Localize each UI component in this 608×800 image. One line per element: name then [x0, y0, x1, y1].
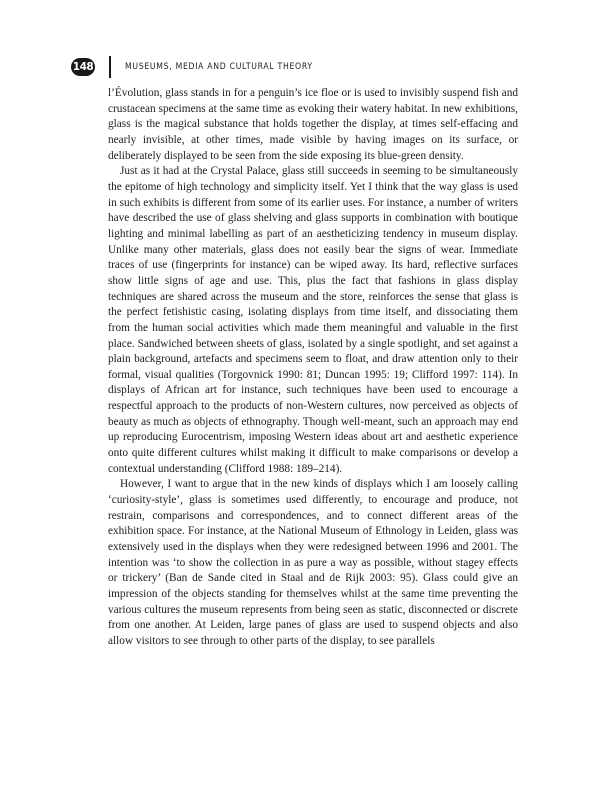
- paragraph-curiosity-style: However, I want to argue that in the new kinds of displays which I am loosely calling ‘curiosity-style’, glass is sometimes used differently, to encourage and produce, not restrain, comparisons and correspondences, and to connect different areas of the exhibition space. For instance, at the National Museum of Ethnology in Leiden, glass was extensively used in the displays when they were redesigned between 1996 and 2001. The intention was ‘to show the collection in as pure a way as possible, without stagey effects or trickery’ (Ban de Sande cited in Staal and de Rijk 2003: 95). Glass could give an impression of the objects standing for themselves whilst at the same time preventing the various cultures the museum represents from being seen as static, disconnected or discrete from one another. At Leiden, large panes of glass are used to suspend objects and also allow visitors to see through to other parts of the display, to see parallels: [108, 478, 518, 647]
- body-text: [108, 86, 518, 650]
- page-number-badge: 148: [71, 58, 95, 76]
- header-divider: [109, 56, 111, 78]
- paragraph-glass-technology: Just as it had at the Crystal Palace, glass still succeeds in seeming to be simultaneously the epitome of high technology and simplicity itself. Yet I think that the way glass is used in such exhibits is different from some of its earlier uses. For instance, a number of writers have described the use of glass shelving and glass supports in combination with boutique lighting and minimal labelling as part of an aestheticizing tendency in museum display. Unlike many other materials, glass does not easily bear the signs of wear. Immediate traces of use (fingerprints for instance) can be wiped away. Its hard, reflective surfaces show little signs of age and use. This, plus the fact that fashions in glass display techniques are shared across the museum and the store, reinforces the sense that glass is the perfect fetishistic casing, isolating displays from time itself, and dissociating them from the human social activities which made them meaningful and valuable in the first place. Sandwiched between sheets of glass, isolated by a single spotlight, and set against a plain background, artefacts and specimens seem to float, and draw attention only to their formal, visual qualities (Torgovnick 1990: 81; Duncan 1995: 19; Clifford 1997: 114). In displays of African art for instance, such techniques have been used to encourage a respectful approach to the products of non-Western cultures, now perceived as objects of beauty as much as objects of ethnography. Though well-meant, such an approach may end up reproducing Eurocentrism, imposing Western ideas about art and aesthetic experience onto quite different cultures whilst making it difficult to make comparisons or develop a contextual understanding (Clifford 1988: 189–214).: [108, 165, 518, 475]
- running-header: [71, 57, 313, 77]
- running-head-title: MUSEUMS, MEDIA AND CULTURAL THEORY: [125, 62, 313, 72]
- paragraph-continued: l’Évolution, glass stands in for a penguin’s ice floe or is used to invisibly suspend fish and crustacean specimens at the same time as evoking their watery habitat. In new exhibitions, glass is the magical substance that holds together the display, at times self-effacing and nearly invisible, at other times, made visible by having images on its surface, or deliberately displayed to be seen from the side exposing its blue-green density.: [108, 87, 518, 162]
